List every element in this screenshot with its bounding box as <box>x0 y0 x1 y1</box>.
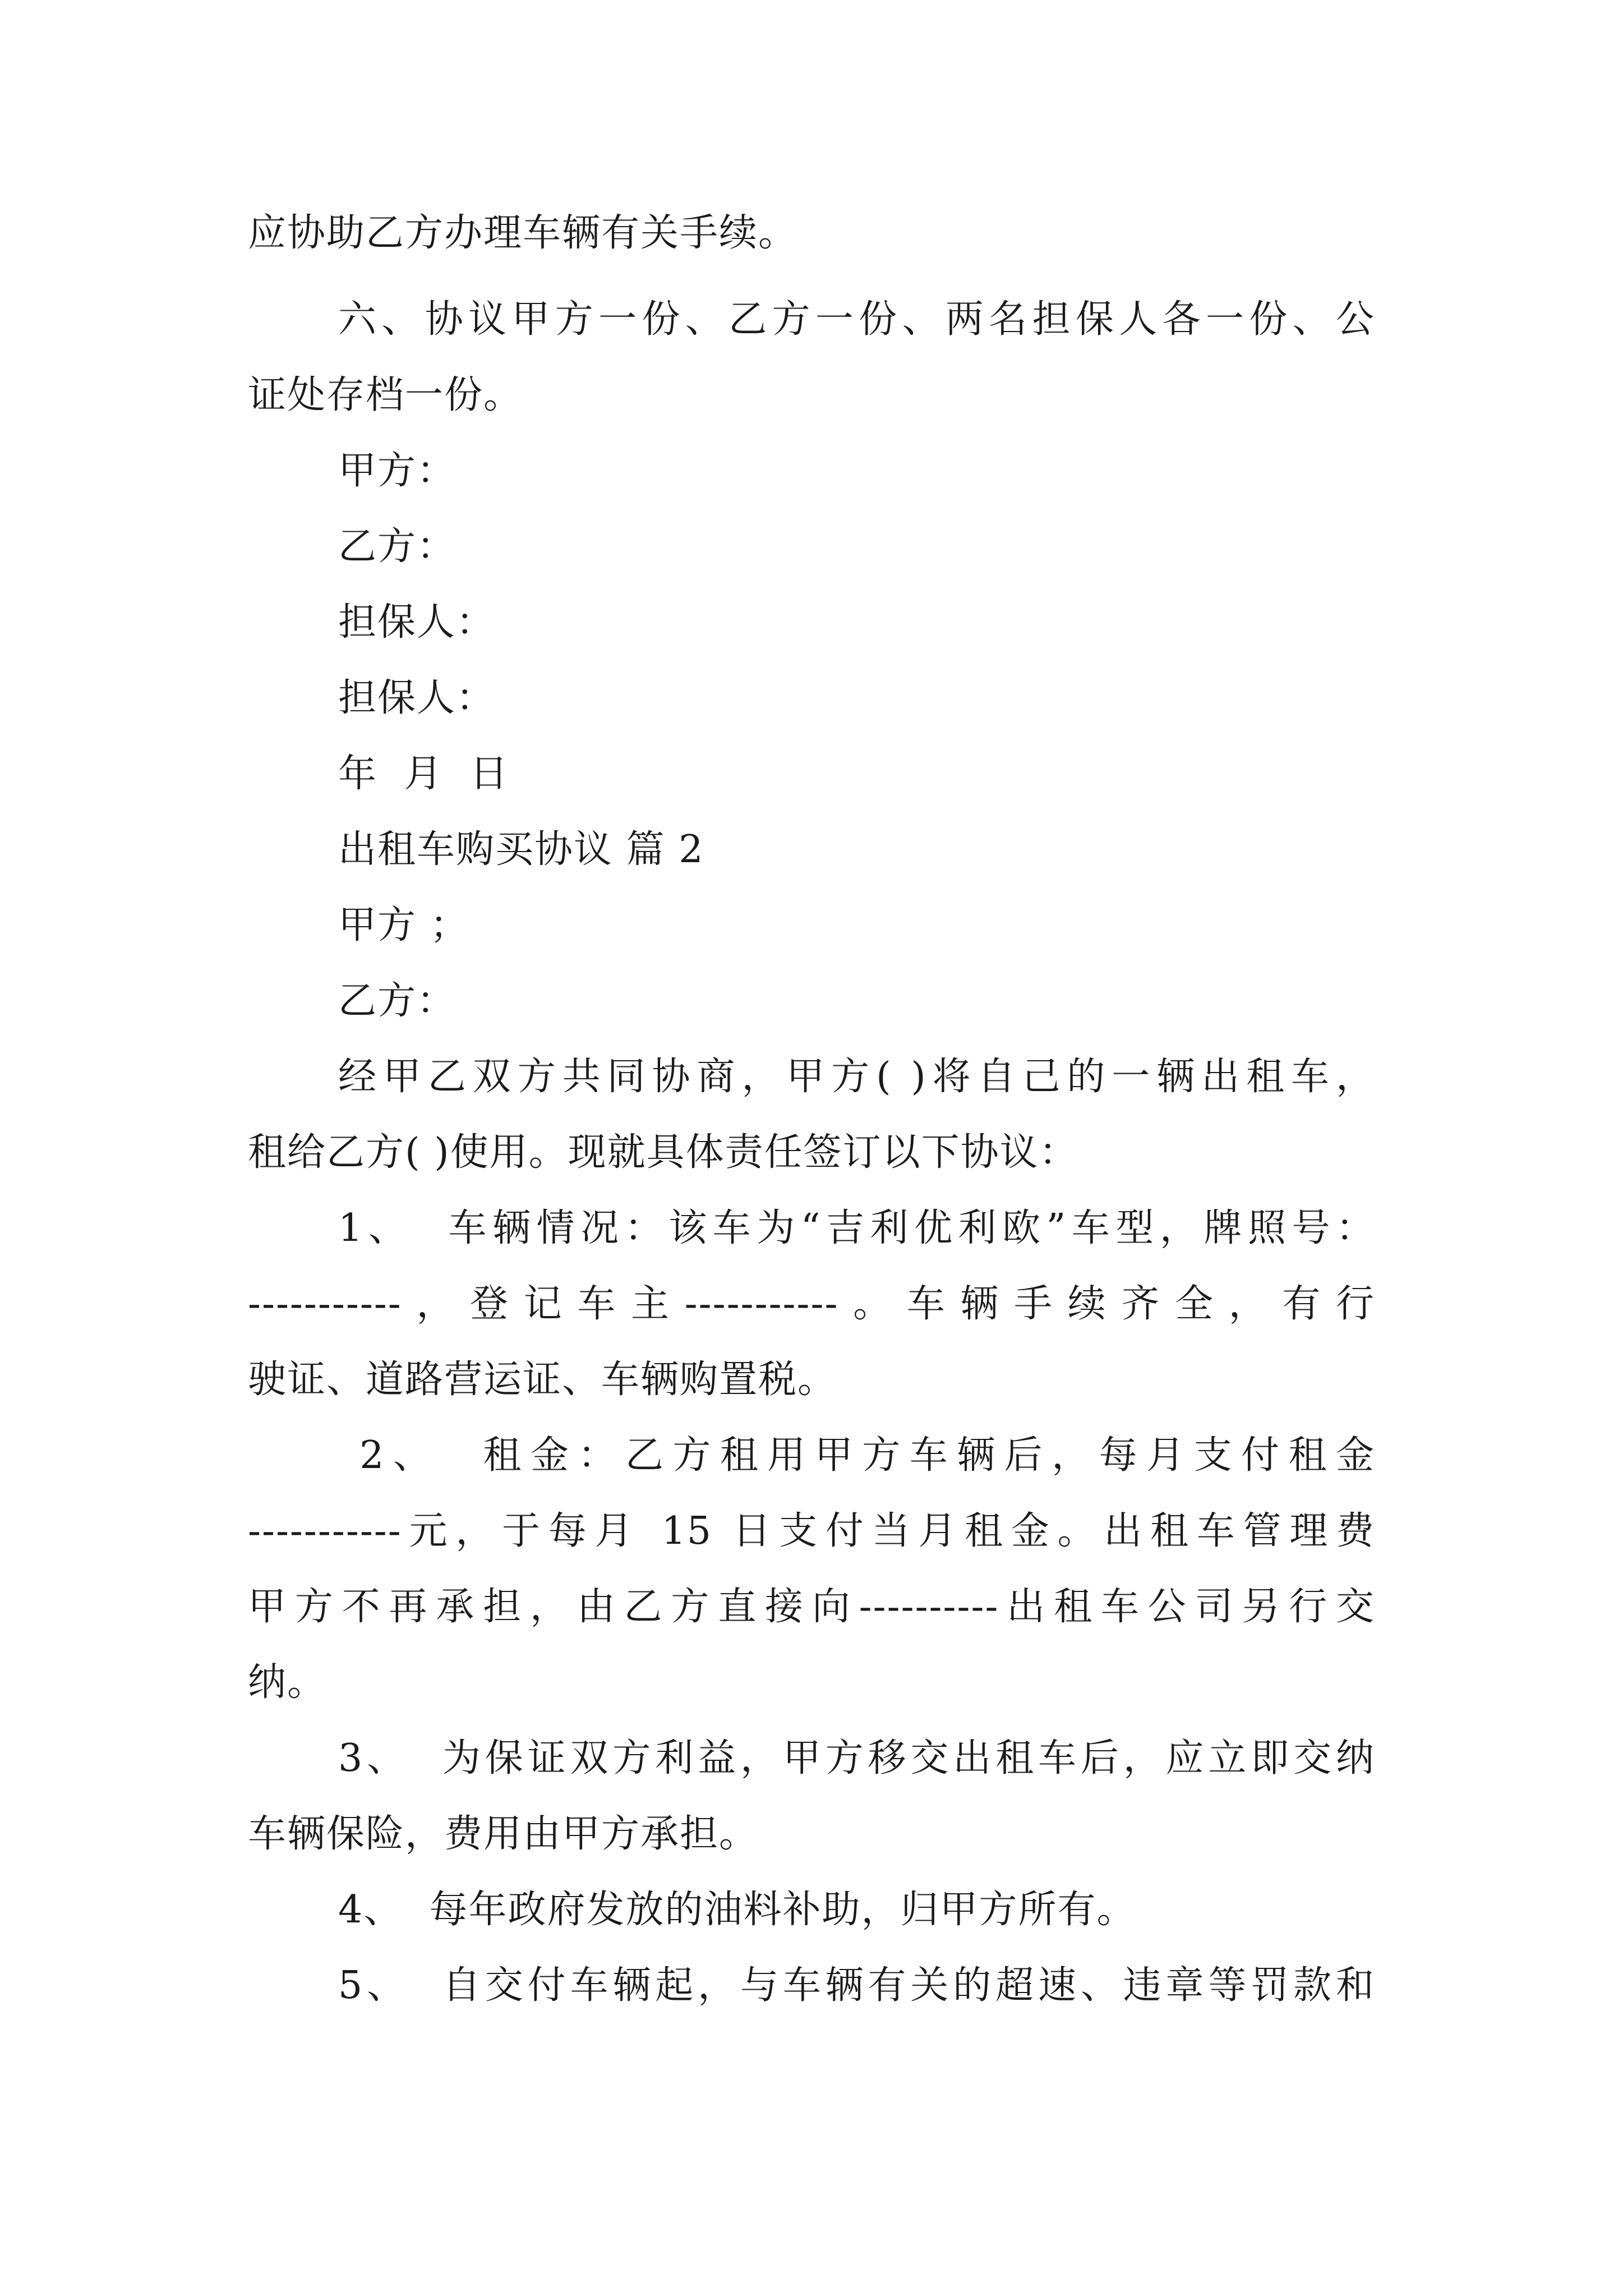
clause-5-line-1: 5、 自交付车辆起，与车辆有关的超速、违章等罚款和 <box>338 1963 1375 2008</box>
section-title: 出租车购买协议 篇 2 <box>338 827 704 872</box>
text-line-12: 经甲乙双方共同协商，甲方( )将自己的一辆出租车， <box>338 1055 1375 1099</box>
signature-guarantor-1: 担保人： <box>338 600 496 645</box>
clause-4-line-1: 4、 每年政府发放的油料补助，归甲方所有。 <box>338 1888 1136 1932</box>
text-line-1: 应协助乙方办理车辆有关手续。 <box>248 211 798 255</box>
clause-3-line-2: 车辆保险，费用由甲方承担。 <box>248 1812 759 1856</box>
signature-date: 年 月 日 <box>338 752 509 796</box>
clause-2-line-2: -----------元，于每月 15 日支付当月租金。出租车管理费 <box>248 1509 1375 1553</box>
clause-1-line-3: 驶证、道路营运证、车辆购置税。 <box>248 1358 837 1402</box>
clause-1-line-1: 1、 车辆情况：该车为“吉利优利欧”车型，牌照号： <box>338 1206 1375 1250</box>
clause-3-line-1: 3、 为保证双方利益，甲方移交出租车后，应立即交纳 <box>338 1736 1375 1780</box>
clause-1-line-2: -----------，登记车主-----------。车辆手续齐全，有行 <box>248 1282 1375 1326</box>
clause-2-line-1: 2、 租金：乙方租用甲方车辆后，每月支付租金 <box>338 1433 1375 1478</box>
party-a-label: 甲方 ； <box>338 903 469 947</box>
signature-party-a: 甲方： <box>338 449 457 493</box>
text-line-3: 证处存档一份。 <box>248 373 523 417</box>
text-line-13: 租给乙方( )使用。现就具体责任签订以下协议： <box>248 1130 1078 1175</box>
clause-2-line-4: 纳。 <box>248 1660 327 1705</box>
signature-party-b: 乙方： <box>338 524 457 569</box>
signature-guarantor-2: 担保人： <box>338 676 496 720</box>
clause-2-line-3: 甲方不再承担，由乙方直接向----------出租车公司另行交 <box>248 1585 1375 1629</box>
text-line-2: 六、协议甲方一份、乙方一份、两名担保人各一份、公 <box>338 297 1375 342</box>
party-b-label: 乙方： <box>338 979 457 1023</box>
